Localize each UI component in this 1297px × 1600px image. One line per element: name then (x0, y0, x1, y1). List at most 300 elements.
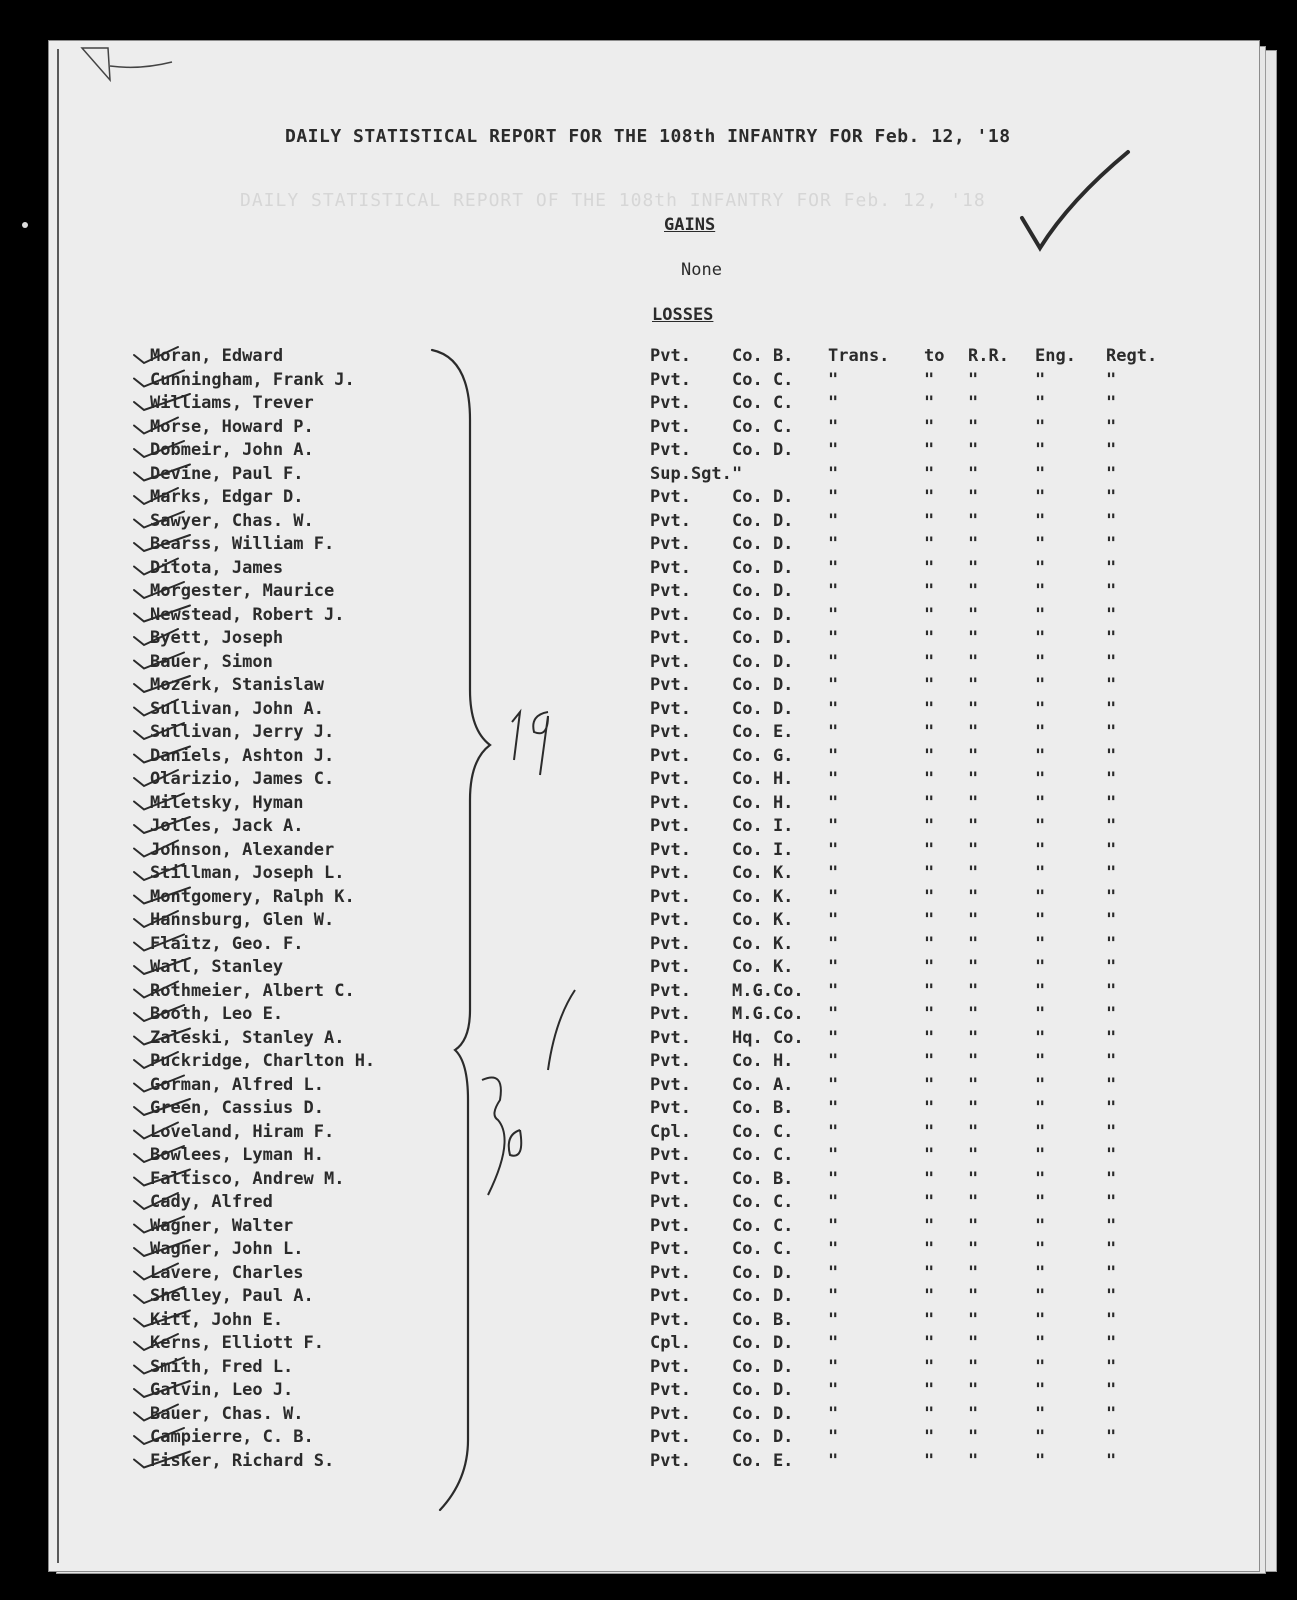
to-cell: " (924, 628, 935, 648)
to-cell: " (924, 933, 935, 954)
loss-name: Stillman, Joseph L. (150, 863, 345, 883)
regt-cell: " (1106, 1192, 1117, 1212)
loss-name: Shelley, Paul A. (150, 1286, 314, 1306)
rank-cell: Pvt. (650, 980, 691, 1001)
unit-cell: Co. D. (732, 557, 794, 578)
rr-cell: " (968, 1309, 979, 1330)
to-cell: " (924, 581, 935, 601)
trans-cell: Trans. (828, 346, 890, 366)
loss-name: Campierre, C. B. (150, 1427, 314, 1447)
rank-cell: Pvt. (650, 369, 691, 390)
eng-cell: " (1035, 1427, 1046, 1447)
loss-name: Galvin, Leo J. (150, 1380, 294, 1400)
unit-cell: Co. B. (732, 1168, 794, 1189)
eng-cell: " (1035, 1403, 1046, 1424)
rank-cell: Pvt. (650, 1098, 691, 1118)
trans-cell: " (828, 393, 839, 413)
loss-name: Bearss, William F. (150, 534, 335, 554)
loss-name: Kitt, John E. (150, 1309, 284, 1330)
eng-cell: " (1035, 792, 1046, 813)
unit-cell: Co. B. (732, 346, 794, 366)
regt-cell: " (1106, 1215, 1117, 1236)
rank-cell: Pvt. (650, 933, 691, 954)
unit-cell: Co. D. (732, 1427, 794, 1447)
loss-name: Zaleski, Stanley A. (150, 1027, 345, 1048)
eng-cell: " (1035, 1192, 1046, 1212)
to-cell: " (924, 816, 935, 836)
loss-name: Bowlees, Lyman H. (150, 1145, 324, 1165)
loss-name: Booth, Leo E. (150, 1004, 284, 1024)
rr-cell: " (968, 393, 979, 413)
trans-cell: " (828, 1286, 839, 1306)
trans-cell: " (828, 839, 839, 860)
regt-cell: " (1106, 1121, 1117, 1142)
regt-cell: " (1106, 463, 1117, 484)
loss-name: Loveland, Hiram F. (150, 1121, 335, 1142)
rank-cell: Pvt. (650, 487, 691, 507)
regt-cell: " (1106, 980, 1117, 1001)
trans-cell: " (828, 816, 839, 836)
regt-cell: " (1106, 1333, 1117, 1353)
to-cell: " (924, 792, 935, 813)
trans-cell: " (828, 910, 839, 930)
unit-cell: Co. D. (732, 581, 794, 601)
rr-cell: " (968, 980, 979, 1001)
loss-name: Marks, Edgar D. (150, 487, 304, 507)
loss-name: Williams, Trever (150, 393, 314, 413)
rr-cell: " (968, 1098, 979, 1118)
trans-cell: " (828, 1051, 839, 1071)
trans-cell: " (828, 980, 839, 1001)
rr-cell: " (968, 416, 979, 437)
loss-name: Hannsburg, Glen W. (150, 910, 335, 930)
trans-cell: " (828, 463, 839, 484)
to-cell: " (924, 1286, 935, 1306)
rr-cell: " (968, 839, 979, 860)
regt-cell: " (1106, 1004, 1117, 1024)
eng-cell: " (1035, 1027, 1046, 1048)
unit-cell: Co. K. (732, 910, 794, 930)
rank-cell: Pvt. (650, 440, 691, 460)
regt-cell: " (1106, 581, 1117, 601)
trans-cell: " (828, 604, 839, 625)
unit-cell: Co. C. (732, 1121, 794, 1142)
unit-cell: Co. K. (732, 863, 794, 883)
regt-cell: " (1106, 745, 1117, 766)
regt-cell: " (1106, 416, 1117, 437)
loss-name: Gorman, Alfred L. (150, 1074, 324, 1095)
rank-cell: Pvt. (650, 628, 691, 648)
unit-cell: Hq. Co. (732, 1027, 804, 1048)
loss-name: Wagner, Walter (150, 1215, 294, 1236)
to-cell: " (924, 1356, 935, 1377)
loss-name: Jolles, Jack A. (150, 816, 304, 836)
rank-cell: Cpl. (650, 1121, 691, 1142)
rr-cell: " (968, 886, 979, 907)
rank-cell: Pvt. (650, 1403, 691, 1424)
trans-cell: " (828, 1215, 839, 1236)
regt-cell: " (1106, 393, 1117, 413)
trans-cell: " (828, 745, 839, 766)
trans-cell: " (828, 1333, 839, 1353)
unit-cell: Co. D. (732, 1403, 794, 1424)
to-cell: " (924, 1192, 935, 1212)
loss-name: Fisker, Richard S. (150, 1450, 335, 1471)
regt-cell: " (1106, 1051, 1117, 1071)
regt-cell: " (1106, 1356, 1117, 1377)
eng-cell: " (1035, 1286, 1046, 1306)
rr-cell: " (968, 910, 979, 930)
rr-cell: " (968, 1333, 979, 1353)
loss-name: Green, Cassius D. (150, 1098, 324, 1118)
regt-cell: " (1106, 769, 1117, 789)
trans-cell: " (828, 510, 839, 531)
unit-cell: Co. D. (732, 1380, 794, 1400)
trans-cell: " (828, 1027, 839, 1048)
rank-cell: Pvt. (650, 557, 691, 578)
rank-cell: Pvt. (650, 1004, 691, 1024)
rank-cell: Pvt. (650, 957, 691, 977)
loss-name: Cady, Alfred (150, 1192, 273, 1212)
to-cell: " (924, 440, 935, 460)
bleed-through-text: DAILY STATISTICAL REPORT OF THE 108th INFANTRY FOR Feb. 12, '18 (240, 190, 986, 211)
to-cell: " (924, 910, 935, 930)
eng-cell: " (1035, 839, 1046, 860)
to-cell: " (924, 557, 935, 578)
rank-cell: Pvt. (650, 1450, 691, 1471)
regt-cell: " (1106, 1427, 1117, 1447)
to-cell: " (924, 1027, 935, 1048)
regt-cell: " (1106, 675, 1117, 695)
rr-cell: " (968, 463, 979, 484)
loss-name: Morgester, Maurice (150, 581, 335, 601)
loss-name: Montgomery, Ralph K. (150, 886, 355, 907)
regt-cell: " (1106, 1098, 1117, 1118)
rank-cell: Pvt. (650, 698, 691, 719)
to-cell: " (924, 1145, 935, 1165)
eng-cell: " (1035, 1121, 1046, 1142)
to-cell: " (924, 769, 935, 789)
unit-cell: Co. D. (732, 1286, 794, 1306)
unit-cell: Co. D. (732, 534, 794, 554)
eng-cell: " (1035, 769, 1046, 789)
unit-cell: " (732, 463, 743, 484)
unit-cell: Co. B. (732, 1309, 794, 1330)
rank-cell: Pvt. (650, 1168, 691, 1189)
unit-cell: Co. I. (732, 839, 794, 860)
to-cell: " (924, 463, 935, 484)
regt-cell: " (1106, 1286, 1117, 1306)
loss-name: Devine, Paul F. (150, 463, 304, 484)
rr-cell: " (968, 933, 979, 954)
unit-cell: Co. E. (732, 1450, 794, 1471)
rank-cell: Pvt. (650, 1356, 691, 1377)
to-cell: " (924, 1403, 935, 1424)
eng-cell: " (1035, 1262, 1046, 1283)
eng-cell: " (1035, 745, 1046, 766)
to-cell: " (924, 1239, 935, 1259)
loss-name: Miletsky, Hyman (150, 792, 304, 813)
loss-name: Sullivan, Jerry J. (150, 722, 335, 742)
loss-name: Wagner, John L. (150, 1239, 304, 1259)
unit-cell: Co. D. (732, 487, 794, 507)
unit-cell: M.G.Co. (732, 1004, 804, 1024)
trans-cell: " (828, 369, 839, 390)
rank-cell: Pvt. (650, 346, 691, 366)
to-cell: " (924, 1262, 935, 1283)
rank-cell: Sup.Sgt. (650, 463, 732, 484)
to-cell: " (924, 675, 935, 695)
trans-cell: " (828, 1121, 839, 1142)
losses-names-column (150, 345, 470, 1473)
rank-cell: Pvt. (650, 1239, 691, 1259)
trans-cell: " (828, 792, 839, 813)
regt-cell: " (1106, 722, 1117, 742)
to-cell: " (924, 698, 935, 719)
loss-name: Olarizio, James C. (150, 769, 335, 789)
rr-cell: " (968, 1004, 979, 1024)
regt-cell: " (1106, 1450, 1117, 1471)
gains-value: None (681, 260, 722, 280)
loss-name: Bauer, Simon (150, 651, 273, 672)
rr-cell: " (968, 675, 979, 695)
rr-cell: " (968, 1051, 979, 1071)
loss-name: Smith, Fred L. (150, 1356, 294, 1377)
unit-cell: Co. D. (732, 440, 794, 460)
loss-name: Kerns, Elliott F. (150, 1333, 324, 1353)
regt-cell: " (1106, 1239, 1117, 1259)
regt-cell: " (1106, 534, 1117, 554)
unit-cell: Co. H. (732, 769, 794, 789)
rank-cell: Pvt. (650, 1074, 691, 1095)
rr-cell: " (968, 698, 979, 719)
rank-cell: Pvt. (650, 886, 691, 907)
film-speck (22, 222, 28, 228)
loss-name: Flaitz, Geo. F. (150, 933, 304, 954)
rank-cell: Pvt. (650, 581, 691, 601)
loss-name: Cunningham, Frank J. (150, 369, 355, 390)
trans-cell: " (828, 886, 839, 907)
to-cell: " (924, 1427, 935, 1447)
trans-cell: " (828, 675, 839, 695)
eng-cell: " (1035, 1004, 1046, 1024)
regt-cell: " (1106, 1262, 1117, 1283)
unit-cell: Co. D. (732, 510, 794, 531)
rr-cell: " (968, 651, 979, 672)
loss-name: Bauer, Chas. W. (150, 1403, 304, 1424)
to-cell: " (924, 886, 935, 907)
eng-cell: " (1035, 1145, 1046, 1165)
eng-cell: " (1035, 416, 1046, 437)
trans-cell: " (828, 1450, 839, 1471)
loss-name: Faltisco, Andrew M. (150, 1168, 345, 1189)
regt-cell: " (1106, 886, 1117, 907)
loss-name: Morse, Howard P. (150, 416, 314, 437)
to-cell: " (924, 1121, 935, 1142)
to-cell: " (924, 1380, 935, 1400)
regt-cell: Regt. (1106, 346, 1158, 366)
rank-cell: Cpl. (650, 1333, 691, 1353)
to-cell: " (924, 416, 935, 437)
rank-cell: Pvt. (650, 792, 691, 813)
eng-cell: " (1035, 980, 1046, 1001)
unit-cell: Co. E. (732, 722, 794, 742)
trans-cell: " (828, 933, 839, 954)
rr-cell: " (968, 1215, 979, 1236)
unit-cell: Co. D. (732, 698, 794, 719)
regt-cell: " (1106, 1145, 1117, 1165)
loss-name: Sullivan, John A. (150, 698, 324, 719)
regt-cell: " (1106, 557, 1117, 578)
trans-cell: " (828, 1004, 839, 1024)
to-cell: " (924, 651, 935, 672)
rr-cell: " (968, 604, 979, 625)
rr-cell: " (968, 1239, 979, 1259)
eng-cell: " (1035, 675, 1046, 695)
unit-cell: Co. K. (732, 886, 794, 907)
trans-cell: " (828, 557, 839, 578)
unit-cell: Co. A. (732, 1074, 794, 1095)
unit-cell: Co. K. (732, 957, 794, 977)
loss-name: Daniels, Ashton J. (150, 745, 335, 766)
eng-cell: " (1035, 1051, 1046, 1071)
regt-cell: " (1106, 510, 1117, 531)
eng-cell: " (1035, 369, 1046, 390)
eng-cell: " (1035, 463, 1046, 484)
regt-cell: " (1106, 369, 1117, 390)
rank-cell: Pvt. (650, 722, 691, 742)
unit-cell: Co. C. (732, 1192, 794, 1212)
regt-cell: " (1106, 1380, 1117, 1400)
to-cell: " (924, 980, 935, 1001)
regt-cell: " (1106, 933, 1117, 954)
rank-cell: Pvt. (650, 1027, 691, 1048)
regt-cell: " (1106, 651, 1117, 672)
unit-cell: Co. D. (732, 628, 794, 648)
rank-cell: Pvt. (650, 1262, 691, 1283)
trans-cell: " (828, 487, 839, 507)
eng-cell: " (1035, 534, 1046, 554)
loss-name: Puckridge, Charlton H. (150, 1051, 376, 1071)
to-cell: " (924, 1004, 935, 1024)
rank-cell: Pvt. (650, 393, 691, 413)
eng-cell: " (1035, 1333, 1046, 1353)
loss-name: Newstead, Robert J. (150, 604, 345, 625)
unit-cell: Co. G. (732, 745, 794, 766)
to-cell: " (924, 1168, 935, 1189)
eng-cell: " (1035, 886, 1046, 907)
rank-cell: Pvt. (650, 1215, 691, 1236)
rr-cell: " (968, 1192, 979, 1212)
regt-cell: " (1106, 816, 1117, 836)
to-cell: " (924, 745, 935, 766)
eng-cell: " (1035, 510, 1046, 531)
rr-cell: " (968, 1356, 979, 1377)
rank-cell: Pvt. (650, 1192, 691, 1212)
eng-cell: " (1035, 698, 1046, 719)
trans-cell: " (828, 1192, 839, 1212)
unit-cell: Co. D. (732, 604, 794, 625)
to-cell: " (924, 534, 935, 554)
eng-cell: " (1035, 1239, 1046, 1259)
rank-cell: Pvt. (650, 863, 691, 883)
rr-cell: " (968, 1403, 979, 1424)
rank-cell: Pvt. (650, 745, 691, 766)
eng-cell: " (1035, 933, 1046, 954)
to-cell: " (924, 1098, 935, 1118)
rank-cell: Pvt. (650, 910, 691, 930)
trans-cell: " (828, 769, 839, 789)
rank-cell: Pvt. (650, 1286, 691, 1306)
rank-cell: Pvt. (650, 1380, 691, 1400)
rr-cell: " (968, 792, 979, 813)
to-cell: " (924, 604, 935, 625)
trans-cell: " (828, 440, 839, 460)
to-cell: " (924, 1333, 935, 1353)
regt-cell: " (1106, 910, 1117, 930)
eng-cell: " (1035, 1450, 1046, 1471)
to-cell: " (924, 393, 935, 413)
rr-cell: " (968, 1262, 979, 1283)
to-cell: to (924, 346, 945, 366)
rr-cell: " (968, 957, 979, 977)
rr-cell: " (968, 1380, 979, 1400)
eng-cell: " (1035, 1215, 1046, 1236)
regt-cell: " (1106, 698, 1117, 719)
unit-cell: Co. C. (732, 393, 794, 413)
to-cell: " (924, 510, 935, 531)
eng-cell: " (1035, 651, 1046, 672)
rr-cell: " (968, 1168, 979, 1189)
rr-cell: " (968, 1427, 979, 1447)
regt-cell: " (1106, 839, 1117, 860)
rr-cell: " (968, 369, 979, 390)
trans-cell: " (828, 416, 839, 437)
loss-name: Lavere, Charles (150, 1262, 304, 1283)
rr-cell: " (968, 1450, 979, 1471)
rank-cell: Pvt. (650, 769, 691, 789)
regt-cell: " (1106, 792, 1117, 813)
trans-cell: " (828, 1427, 839, 1447)
rank-cell: Pvt. (650, 1309, 691, 1330)
regt-cell: " (1106, 1074, 1117, 1095)
regt-cell: " (1106, 1168, 1117, 1189)
loss-name: Sawyer, Chas. W. (150, 510, 314, 531)
eng-cell: " (1035, 863, 1046, 883)
regt-cell: " (1106, 628, 1117, 648)
rr-cell: " (968, 1121, 979, 1142)
loss-name: Byett, Joseph (150, 628, 284, 648)
unit-cell: Co. D. (732, 1262, 794, 1283)
regt-cell: " (1106, 604, 1117, 625)
loss-name: Ditota, James (150, 557, 284, 578)
trans-cell: " (828, 1356, 839, 1377)
eng-cell: " (1035, 722, 1046, 742)
regt-cell: " (1106, 957, 1117, 977)
eng-cell: " (1035, 393, 1046, 413)
rank-cell: Pvt. (650, 839, 691, 860)
rr-cell: " (968, 769, 979, 789)
rr-cell: " (968, 863, 979, 883)
loss-name: Johnson, Alexander (150, 839, 335, 860)
unit-cell: Co. D. (732, 651, 794, 672)
unit-cell: Co. D. (732, 1333, 794, 1353)
rank-cell: Pvt. (650, 675, 691, 695)
loss-name: Moran, Edward (150, 346, 284, 366)
eng-cell: " (1035, 557, 1046, 578)
regt-cell: " (1106, 440, 1117, 460)
gains-heading: GAINS (664, 215, 716, 235)
